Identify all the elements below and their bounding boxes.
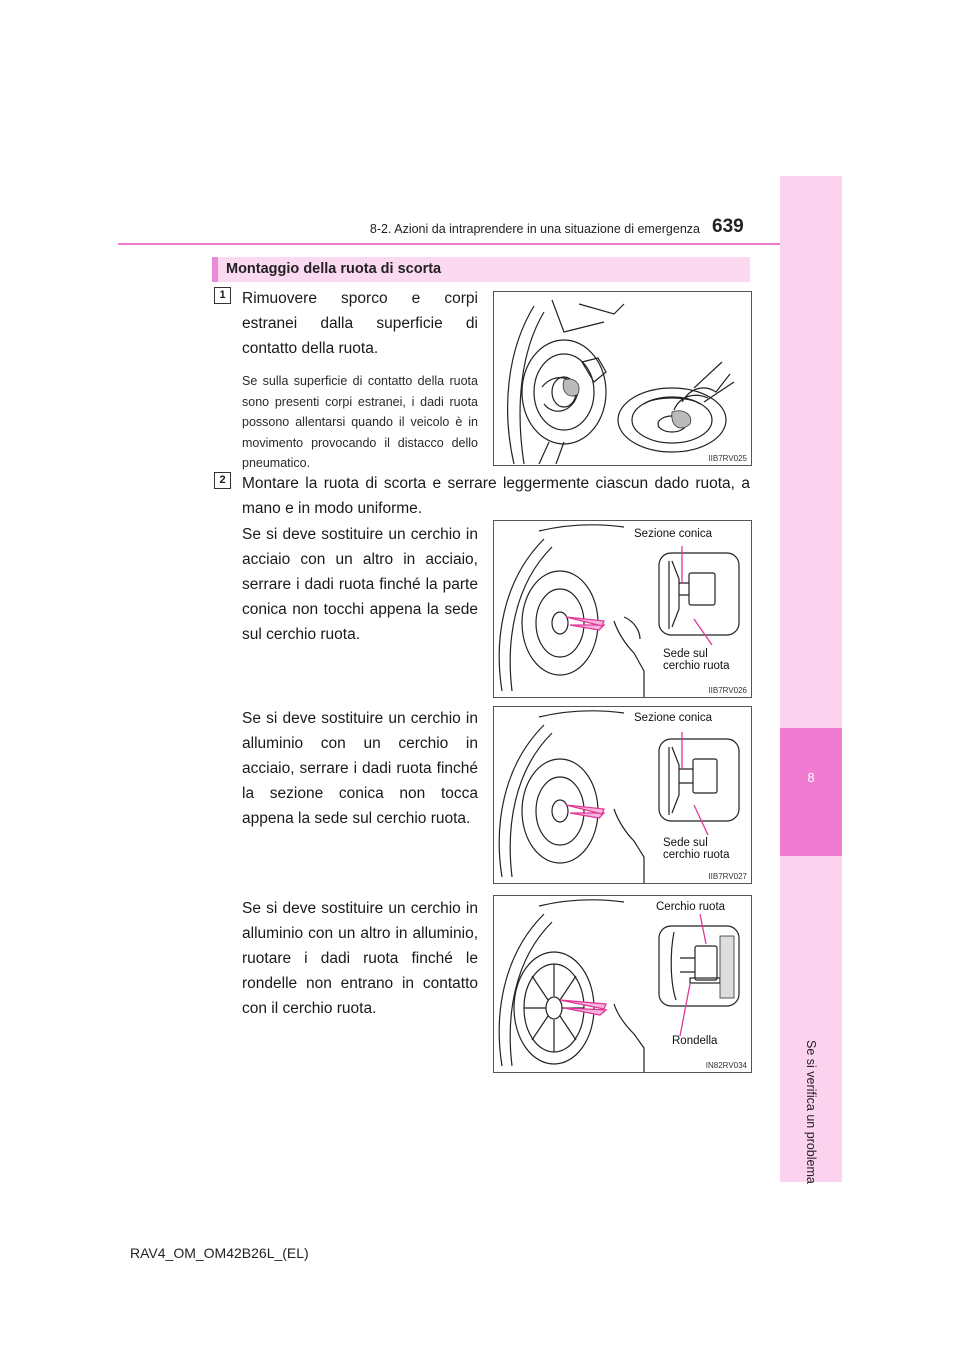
figure-clean-wheel-contact [493, 291, 752, 466]
figure-code: IIB7RV026 [708, 686, 747, 695]
figure-alloy-to-alloy [493, 895, 752, 1073]
step-number-2: 2 [214, 472, 231, 489]
step-number-1: 1 [214, 287, 231, 304]
section-heading-bar [212, 257, 750, 282]
figure-code: IN82RV034 [705, 1061, 747, 1070]
page-number: 639 [712, 216, 744, 237]
chapter-number-box [780, 728, 842, 856]
label-cerchio-ruota: Cerchio ruota [656, 901, 726, 913]
chapter-title: Se si verifica un problema [804, 1040, 818, 1184]
footer-doc-code: RAV4_OM_OM42B26L_(EL) [130, 1245, 309, 1261]
section-heading-accent [212, 257, 218, 282]
header-rule [118, 243, 780, 245]
chapter-title-vertical [782, 1040, 840, 1184]
label-sezione-conica: Sezione conica [634, 712, 712, 724]
label-rondella: Rondella [672, 1035, 718, 1047]
section-title: Montaggio della ruota di scorta [226, 261, 442, 277]
label-cerchio-ruota: cerchio ruota [663, 849, 730, 861]
step-1-note: Se sulla superficie di contatto della ruota sono presenti corpi estranei, i dadi ruota possono allentarsi quando il veicolo è in movimento provocando il distacco dello pneumatico. [242, 374, 478, 470]
case-alloy-to-alloy: Se si deve sostituire un cerchio in alluminio con un altro in alluminio, ruotare i dadi ruota finché le rondelle non entrano in contatto con il cerchio ruota. [242, 900, 478, 1017]
label-cerchio-ruota: cerchio ruota [663, 660, 730, 672]
figure-steel-to-steel [493, 520, 752, 698]
chapter-number: 8 [807, 770, 815, 785]
label-sede-sul: Sede sul [663, 837, 708, 849]
chapter-side-tab [780, 176, 842, 1182]
header-section-title: 8-2. Azioni da intraprendere in una situazione di emergenza [369, 222, 700, 236]
step-2-text: Montare la ruota di scorta e serrare leggermente ciascun dado ruota, a mano e in modo uniforme. [242, 475, 750, 517]
step-1-text: Rimuovere sporco e corpi estranei dalla superficie di contatto della ruota. [242, 290, 478, 357]
figure-alloy-to-steel [493, 706, 752, 884]
figure-code: IIB7RV027 [708, 872, 747, 881]
figure-code: IIB7RV025 [708, 454, 747, 463]
case-alloy-to-steel: Se si deve sostituire un cerchio in alluminio con un cerchio in acciaio, serrare i dadi ruota finché la sezione conica non tocca appena la sede sul cerchio ruota. [242, 710, 478, 827]
label-sezione-conica: Sezione conica [634, 528, 712, 540]
label-sede-sul: Sede sul [663, 648, 708, 660]
cleaning-illustration [494, 292, 751, 465]
case-steel-to-steel: Se si deve sostituire un cerchio in acciaio con un altro in acciaio, serrare i dadi ruota finché la parte conica non tocchi appena la sede sul cerchio ruota. [242, 526, 478, 643]
